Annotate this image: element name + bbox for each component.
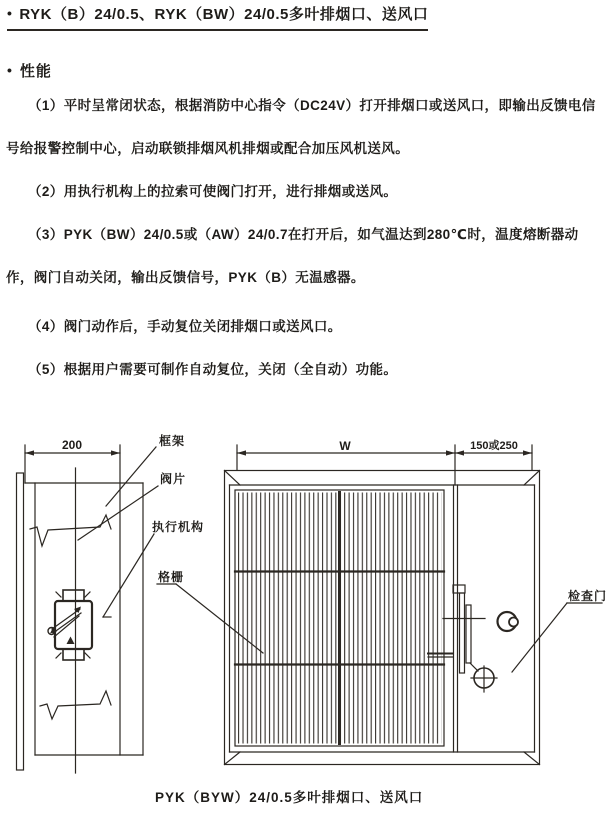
performance-item-1: （1）平时呈常闭状态，根据消防中心指令（DC24V）打开排烟口或送风口，即输出反馈电信号给报警控制中心，启动联锁排烟风机排烟或配合加压风机送风。 <box>6 98 596 156</box>
performance-item-5: （5）根据用户需要可制作自动复位，关闭（全自动）功能。 <box>28 362 398 377</box>
blade-break-upper <box>30 515 111 546</box>
performance-heading: 性能 <box>19 63 52 80</box>
performance-item-4: （4）阀门动作后，手动复位关闭排烟口或送风口。 <box>28 319 342 334</box>
performance-list <box>6 84 596 391</box>
label-actuator: 执行机构 <box>152 520 205 534</box>
technical-drawing <box>0 430 610 813</box>
page-title: RYK（B）24/0.5、RYK（BW）24/0.5多叶排烟口、送风口 <box>19 6 429 23</box>
label-frame: 框架 <box>159 434 186 448</box>
dim-depth: 200 <box>61 438 83 452</box>
page-title-row <box>7 3 428 31</box>
dim-width: W <box>339 439 351 453</box>
door-latch-knob <box>498 612 519 631</box>
label-blade: 阀片 <box>160 472 187 486</box>
actuator-box <box>48 590 92 660</box>
label-inspection-door: 检查门 <box>568 589 608 603</box>
leader-blade <box>78 486 158 540</box>
leader-frame <box>106 447 156 506</box>
heading-bullet-icon: • <box>7 62 13 78</box>
front-view <box>225 445 540 765</box>
performance-item-3: （3）PYK（BW）24/0.5或（AW）24/0.7在打开后，如气温达到280℃时，温度熔断器动作，阀门自动关闭，输出反馈信号，PYK（B）无温感器。 <box>6 227 579 285</box>
side-flange-strip <box>17 473 24 770</box>
leader-actuator <box>103 534 154 617</box>
dim-door-width: 150或250 <box>470 440 518 452</box>
label-grille: 格栅 <box>158 570 185 584</box>
title-bullet-icon: • <box>7 5 13 21</box>
figure-caption: PYK（BYW）24/0.5多叶排烟口、送风口 <box>155 790 424 805</box>
performance-item-2: （2）用执行机构上的拉索可使阀门打开，进行排烟或送风。 <box>28 184 398 199</box>
performance-heading-row <box>7 60 52 81</box>
